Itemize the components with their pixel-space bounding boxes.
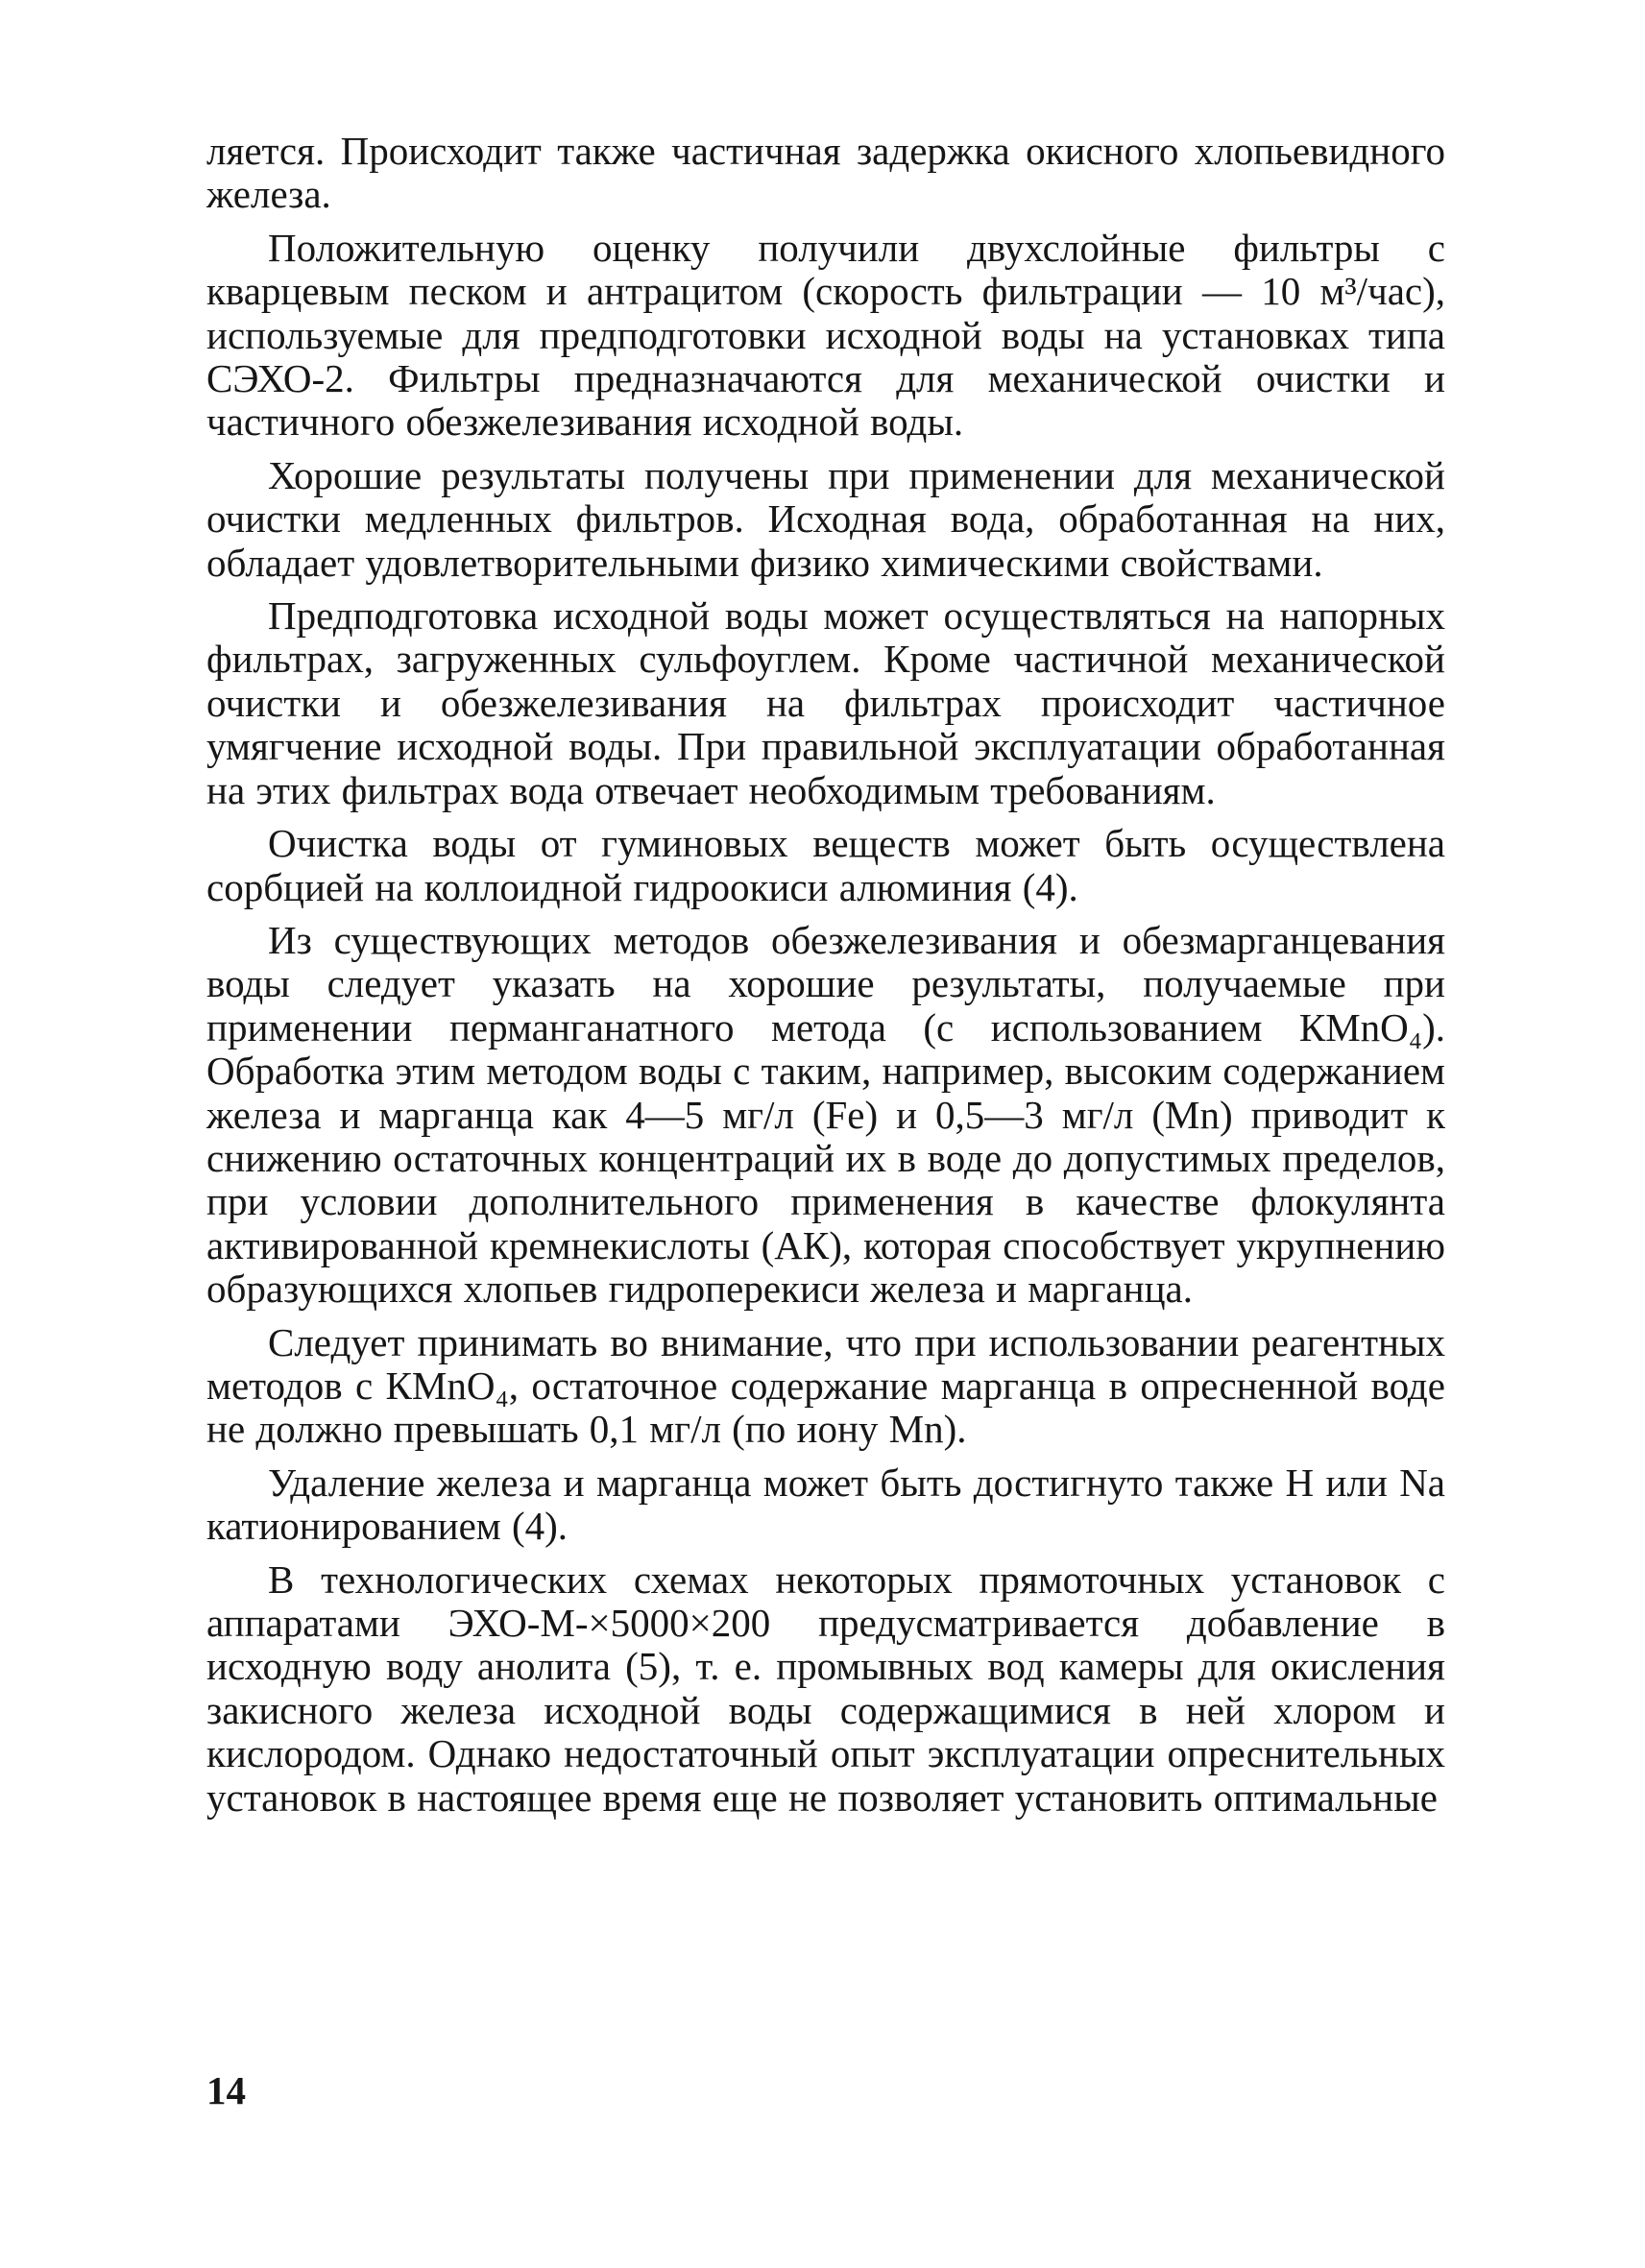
paragraph-cation-exchange: Удаление железа и марганца может быть достигнуто также Н или Na катионированием (4). xyxy=(206,1460,1445,1549)
page-number: 14 xyxy=(206,2068,246,2112)
paragraph-residual-manganese: Следует принимать во внимание, что при использовании реагентных методов с КMnO₄, остаточное содержание марганца в опресненной воде не должно превышать 0,1 мг/л (по иону Mn). xyxy=(206,1319,1445,1452)
paragraph-humic-removal: Очистка воды от гуминовых веществ может быть осуществлена сорбцией на коллоидной гидроокиси алюминия (4). xyxy=(206,821,1445,909)
paragraph-slow-filters: Хорошие результаты получены при применении для механической очистки медленных фильтров. Исходная вода, обработанная на них, обладает удовлетворительными физико химическими свойствами. xyxy=(206,452,1445,585)
paragraph-two-layer-filters: Положительную оценку получили двухслойные фильтры с кварцевым песком и антрацитом (скорость фильтрации — 10 м³/час), используемые для предподготовки исходной воды на установках типа СЭХО-2. Фильтры предназначаются для механической очистки и частичного обезжелезивания исходной воды. xyxy=(206,225,1445,445)
paragraph-pressure-filters: Предподготовка исходной воды может осуществляться на напорных фильтрах, загруженных сульфоуглем. Кроме частичной механической очистки и обезжелезивания на фильтрах происходит частичное умягчение исходной воды. При правильной эксплуатации обработанная на этих фильтрах вода отвечает необходимым требованиям. xyxy=(206,593,1445,812)
text-column xyxy=(206,130,1445,1829)
paragraph-continuation: ляется. Происходит также частичная задержка окисного хлопьевидного железа. xyxy=(206,129,1445,217)
paragraph-permanganate-method: Из существующих методов обезжелезивания и обезмарганцевания воды следует указать на хорошие результаты, получаемые при применении перманганатного метода (с использованием КMnO₄). Обработка этим методом воды с таким, например, высоким содержанием железа и марганца как 4—5 мг/л (Fe) и 0,5—3 мг/л (Mn) приводит к снижению остаточных концентраций их в воде до допустимых пределов, при условии дополнительного применения в качестве флокулянта активированной кремнекислоты (АК), которая способствует укрупнению образующихся хлопьев гидроперекиси железа и марганца. xyxy=(206,917,1445,1312)
paragraph-anolyte-addition: В технологических схемах некоторых прямоточных установок с аппаратами ЭХО-М-×5000×200 предусматривается добавление в исходную воду анолита (5), т. е. промывных вод камеры для окисления закисного железа исходной воды содержащимися в ней хлором и кислородом. Однако недостаточный опыт эксплуатации опреснительных установок в настоящее время еще не позволяет установить оптимальные xyxy=(206,1556,1445,1820)
